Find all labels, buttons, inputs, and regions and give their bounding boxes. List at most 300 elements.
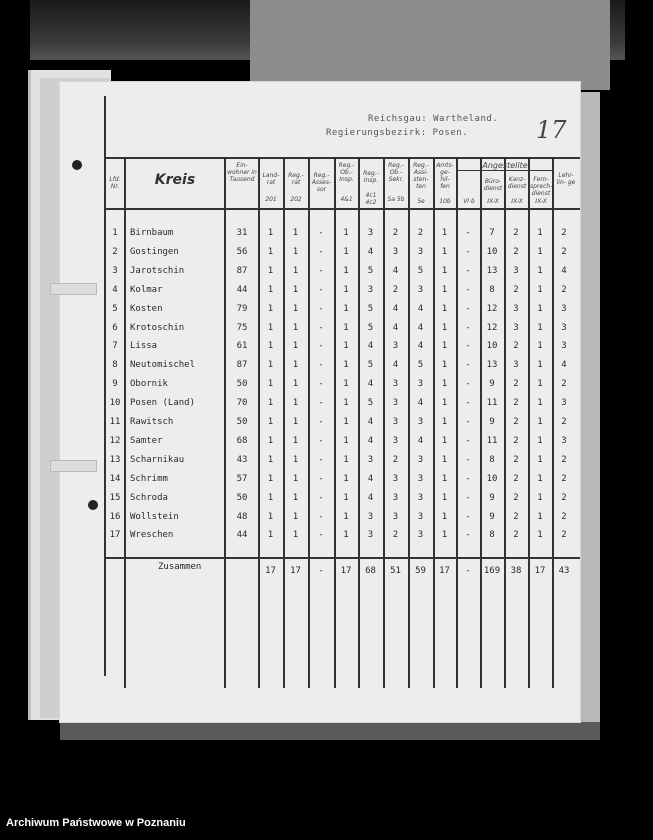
kreis-name-cell: Posen (Land) (130, 398, 196, 409)
table-cell: 9 (489, 417, 495, 427)
table-cell: 2 (392, 454, 399, 465)
table-cell: 5 (417, 360, 424, 371)
table-cell: 10 (109, 398, 121, 409)
kreis-name-cell: Kosten (130, 303, 163, 314)
table-cell: - (465, 379, 471, 390)
total-cell: - (318, 566, 324, 576)
header-reginsp-code: 4c1 4c2 (365, 192, 377, 206)
table-cell: 1 (537, 530, 543, 541)
table-cell: 3 (417, 417, 424, 427)
table-cell: 3 (513, 265, 519, 276)
punch-hole (72, 160, 82, 170)
table-cell: 87 (236, 360, 248, 371)
table-cell: 3 (561, 341, 567, 352)
table-cell: 44 (236, 530, 248, 541)
table-cell: 2 (513, 435, 519, 446)
table-cell: 2 (561, 530, 567, 541)
table-cell: 1 (537, 511, 543, 522)
table-cell: 3 (513, 303, 519, 314)
table-cell: 1 (267, 322, 274, 333)
table-cell: 1 (292, 417, 299, 427)
header-amtsgehilfen: Amts- ge- hil- fen (436, 162, 454, 190)
table-cell: 1 (292, 341, 299, 352)
header-landrat: Land- rat (262, 172, 280, 186)
header-kreis: Kreis (154, 172, 196, 188)
table-cell: 31 (236, 228, 248, 238)
table-cell: 1 (441, 265, 448, 276)
total-cell: 17 (340, 566, 352, 576)
table-cell: 1 (343, 303, 349, 314)
table-cell: 2 (561, 246, 567, 257)
table-cell: 1 (441, 228, 448, 238)
table-cell: - (465, 303, 471, 314)
table-cell: - (465, 322, 471, 333)
table-cell: 4 (367, 246, 374, 257)
table-cell: 2 (112, 246, 118, 257)
table-cell: 70 (236, 398, 248, 409)
table-cell: 15 (109, 492, 121, 503)
header-buerodienst: Büro- dienst (483, 178, 503, 192)
kreis-name-cell: Obornik (130, 379, 168, 390)
table-cell: 1 (267, 530, 274, 541)
table-cell: 2 (513, 473, 519, 484)
table-cell: 1 (537, 341, 543, 352)
table-cell: - (465, 341, 471, 352)
table-cell: 1 (537, 284, 543, 295)
header-reichsgau: Reichsgau: Wartheland. (368, 114, 499, 124)
table-cell: 1 (537, 417, 543, 427)
header-regrat: Reg.- rat (288, 172, 304, 186)
table-cell: 44 (236, 284, 248, 295)
table-cell: 2 (561, 284, 567, 295)
table-cell: 1 (267, 473, 274, 484)
table-cell: 1 (343, 228, 349, 238)
total-cell: 59 (415, 566, 426, 576)
table-cell: 2 (561, 511, 567, 522)
table-cell: 3 (367, 530, 374, 541)
table-cell: - (318, 303, 324, 314)
table-cell: 1 (537, 303, 543, 314)
header-regierungsbezirk: Regierungsbezirk: Posen. (326, 128, 469, 138)
table-cell: 2 (513, 530, 519, 541)
total-cell: 17 (290, 566, 301, 576)
table-cell: 3 (513, 360, 519, 371)
table-cell: 2 (392, 284, 399, 295)
table-cell: 4 (392, 322, 399, 333)
table-cell: 14 (109, 473, 121, 484)
header-regassessor: Reg.- Asses- sor (311, 172, 332, 193)
table-cell: 43 (236, 454, 248, 465)
table-cell: 1 (343, 322, 349, 333)
table-cell: - (318, 530, 324, 541)
table-cell: - (465, 417, 471, 427)
header-landrat-code: 201 (265, 196, 277, 203)
total-cell: 68 (365, 566, 376, 576)
table-cell: 3 (392, 379, 399, 390)
table-cell: - (465, 284, 471, 295)
table-cell: 4 (417, 341, 424, 352)
table-cell: - (465, 228, 471, 238)
header-kanzleidienst-grade: IX-X (511, 198, 523, 205)
table-cell: 8 (489, 530, 495, 541)
total-cell: 51 (390, 566, 401, 576)
table-cell: 1 (441, 379, 448, 390)
table-cell: 4 (392, 360, 399, 371)
table-cell: 1 (343, 454, 349, 465)
table-cell: - (318, 360, 324, 371)
table-cell: 1 (267, 341, 274, 352)
table-cell: 2 (392, 228, 399, 238)
table-cell: - (465, 454, 471, 465)
paper-tab (50, 283, 97, 295)
table-cell: 3 (561, 435, 567, 446)
kreis-name-cell: Rawitsch (130, 417, 174, 427)
table-cell: 68 (236, 435, 248, 446)
table-cell: - (465, 435, 471, 446)
table-cell: 1 (267, 511, 274, 522)
table-cell: 8 (489, 284, 495, 295)
table-cell: 3 (392, 417, 399, 427)
header-regassistent: Reg.- Assi- sten- ten (413, 162, 429, 190)
table-cell: 1 (343, 246, 349, 257)
table-cell: - (318, 379, 324, 390)
paper-tab (50, 460, 97, 472)
table-cell: 4 (417, 322, 424, 333)
table-cell: 11 (486, 435, 498, 446)
table-cell: 3 (417, 530, 424, 541)
table-cell: 1 (537, 398, 543, 409)
table-cell: 2 (513, 284, 519, 295)
table-cell: 1 (292, 398, 299, 409)
table-cell: 57 (236, 473, 248, 484)
grid-line (456, 170, 552, 171)
table-cell: 1 (441, 341, 448, 352)
table-cell: 3 (112, 265, 118, 276)
page-number: 17 (536, 116, 567, 144)
table-cell: - (318, 417, 324, 427)
table-cell: 2 (392, 530, 399, 541)
total-cell: - (465, 566, 471, 576)
table-cell: 4 (561, 265, 567, 276)
table-cell: 1 (441, 284, 448, 295)
table-cell: 50 (236, 379, 248, 390)
kreis-name-cell: Samter (130, 435, 163, 446)
table-cell: 2 (561, 417, 567, 427)
table-cell: 4 (367, 379, 374, 390)
table-cell: 2 (513, 454, 519, 465)
page-bottom-shadow (60, 722, 600, 740)
table-cell: 1 (441, 454, 448, 465)
table-cell: 3 (392, 473, 399, 484)
header-fernsprechdienst-grade: IX-X (535, 198, 547, 205)
table-cell: 12 (109, 435, 121, 446)
table-cell: 1 (343, 435, 349, 446)
total-cell: 17 (534, 566, 546, 576)
table-cell: 1 (343, 492, 349, 503)
header-regoberinsp-code: 4&1 (340, 196, 353, 203)
table-cell: 1 (292, 473, 299, 484)
kreis-name-cell: Schrimm (130, 473, 168, 484)
table-cell: 1 (537, 454, 543, 465)
table-cell: 2 (513, 398, 519, 409)
table-cell: 9 (112, 379, 118, 390)
total-cell: 17 (265, 566, 276, 576)
table-cell: 1 (441, 511, 448, 522)
table-cell: 4 (367, 492, 374, 503)
table-cell: - (465, 473, 471, 484)
table-cell: 2 (513, 341, 519, 352)
table-cell: 13 (486, 265, 498, 276)
punch-hole (88, 500, 98, 510)
table-cell: 1 (267, 265, 274, 276)
table-cell: 12 (486, 303, 498, 314)
table-cell: 5 (367, 360, 374, 371)
table-cell: 9 (489, 511, 495, 522)
background-board (250, 0, 610, 90)
table-cell: 5 (112, 303, 118, 314)
kreis-name-cell: Krotoschin (130, 322, 185, 333)
table-cell: 1 (537, 473, 543, 484)
table-cell: 1 (441, 246, 448, 257)
table-cell: 5 (367, 303, 374, 314)
table-cell: - (318, 265, 324, 276)
table-cell: - (318, 473, 324, 484)
table-cell: 1 (292, 492, 299, 503)
table-cell: 6 (112, 322, 118, 333)
table-cell: 1 (441, 322, 448, 333)
table-cell: 4 (392, 303, 399, 314)
table-cell: 61 (236, 341, 248, 352)
table-cell: 7 (112, 341, 118, 352)
table-cell: 87 (236, 265, 248, 276)
table-cell: 4 (367, 341, 374, 352)
table-cell: 2 (513, 492, 519, 503)
table-cell: 7 (489, 228, 495, 238)
table-cell: 2 (561, 492, 567, 503)
table-cell: 1 (537, 492, 543, 503)
table-cell: - (465, 246, 471, 257)
table-cell: 1 (343, 398, 349, 409)
table-cell: 4 (417, 398, 424, 409)
table-cell: 50 (236, 417, 248, 427)
table-cell: 2 (513, 246, 519, 257)
table-cell: 3 (561, 303, 567, 314)
table-cell: 48 (236, 511, 248, 522)
table-cell: 2 (561, 228, 567, 238)
table-cell: 3 (392, 398, 399, 409)
table-cell: 4 (417, 303, 424, 314)
table-cell: - (318, 398, 324, 409)
header-angestellte-vib: VI b (463, 198, 475, 205)
table-cell: 1 (537, 379, 543, 390)
kreis-name-cell: Birnbaum (130, 228, 174, 238)
table-cell: 1 (267, 379, 274, 390)
table-cell: 1 (441, 398, 448, 409)
table-cell: - (318, 511, 324, 522)
table-cell: 10 (486, 246, 498, 257)
table-cell: - (465, 492, 471, 503)
header-einwohner: Ein- wohner in Tausend (227, 162, 257, 183)
header-regobsekr-code: 5a 5b (387, 196, 405, 203)
header-amtsgehilfen-code: 10b (439, 198, 451, 205)
table-cell: 1 (537, 265, 543, 276)
kreis-name-cell: Schroda (130, 492, 168, 503)
table-cell: 3 (392, 435, 399, 446)
table-cell: 1 (292, 322, 299, 333)
table-cell: 4 (112, 284, 118, 295)
table-cell: 1 (537, 360, 543, 371)
table-cell: 4 (561, 360, 567, 371)
table-cell: 10 (486, 473, 498, 484)
table-cell: - (465, 360, 471, 371)
grid-line (124, 158, 126, 688)
table-cell: 1 (441, 303, 448, 314)
page-edge (578, 92, 600, 732)
table-cell: - (318, 341, 324, 352)
table-cell: 1 (537, 322, 543, 333)
table-cell: 13 (486, 360, 498, 371)
table-cell: - (465, 511, 471, 522)
table-cell: 2 (513, 379, 519, 390)
total-cell: 169 (483, 566, 501, 576)
table-cell: 3 (417, 379, 424, 390)
table-cell: - (318, 435, 324, 446)
table-cell: 10 (486, 341, 498, 352)
table-cell: 1 (292, 265, 299, 276)
table-cell: 5 (367, 322, 374, 333)
table-cell: 1 (343, 473, 349, 484)
table-cell: 2 (513, 511, 519, 522)
table-cell: 13 (109, 454, 121, 465)
table-cell: 1 (537, 246, 543, 257)
table-cell: 2 (561, 473, 567, 484)
table-cell: 1 (292, 360, 299, 371)
table-cell: 1 (343, 511, 349, 522)
table-cell: 3 (392, 246, 399, 257)
table-cell: - (318, 246, 324, 257)
table-cell: 1 (537, 435, 543, 446)
table-cell: 1 (267, 228, 274, 238)
table-cell: 1 (267, 492, 274, 503)
table-cell: - (465, 398, 471, 409)
table-cell: 16 (109, 511, 121, 522)
table-cell: - (318, 284, 324, 295)
table-cell: 1 (292, 228, 299, 238)
grid-line (104, 557, 580, 559)
table-cell: 50 (236, 492, 248, 503)
table-cell: 1 (267, 398, 274, 409)
table-cell: 8 (489, 454, 495, 465)
header-regrat-code: 202 (290, 196, 302, 203)
table-cell: 3 (367, 511, 374, 522)
table-cell: 12 (486, 322, 498, 333)
table-cell: 1 (441, 492, 448, 503)
table-cell: 1 (292, 379, 299, 390)
table-cell: 3 (392, 341, 399, 352)
header-kanzleidienst: Kanz- dienst (507, 176, 527, 190)
table-cell: 1 (267, 246, 274, 257)
table-cell: 1 (292, 454, 299, 465)
table-cell: - (318, 228, 324, 238)
table-cell: 3 (417, 473, 424, 484)
table-cell: 4 (392, 265, 399, 276)
table-cell: 1 (267, 303, 274, 314)
table-cell: 11 (486, 398, 498, 409)
kreis-name-cell: Scharnikau (130, 454, 185, 465)
table-cell: 1 (292, 511, 299, 522)
table-cell: 3 (417, 511, 424, 522)
kreis-name-cell: Wollstein (130, 511, 179, 522)
table-cell: 79 (236, 303, 248, 314)
totals-label: Zusammen (158, 562, 202, 572)
table-cell: 1 (343, 265, 349, 276)
table-cell: 3 (561, 322, 567, 333)
table-cell: - (465, 265, 471, 276)
table-cell: 3 (392, 492, 399, 503)
table-cell: 2 (561, 454, 567, 465)
kreis-name-cell: Wreschen (130, 530, 174, 541)
table-cell: 1 (343, 360, 349, 371)
table-cell: 9 (489, 379, 495, 390)
table-cell: 3 (367, 228, 374, 238)
table-cell: 2 (513, 417, 519, 427)
table-cell: 9 (489, 492, 495, 503)
table-cell: 11 (109, 417, 121, 427)
table-cell: 3 (513, 322, 519, 333)
kreis-name-cell: Lissa (130, 341, 158, 352)
kreis-name-cell: Gostingen (130, 246, 179, 257)
table-cell: 1 (292, 246, 299, 257)
table-cell: 3 (392, 511, 399, 522)
kreis-name-cell: Jarotschin (130, 265, 185, 276)
table-cell: 56 (236, 246, 248, 257)
table-cell: - (318, 492, 324, 503)
table-cell: 1 (343, 530, 349, 541)
table-cell: 1 (537, 228, 543, 238)
table-cell: - (318, 322, 324, 333)
total-cell: 17 (439, 566, 450, 576)
header-regobsekr: Reg.- Ob.- Sekr. (388, 162, 404, 183)
table-cell: 1 (343, 379, 349, 390)
table-cell: 1 (343, 284, 349, 295)
table-cell: - (318, 454, 324, 465)
table-cell: 3 (417, 492, 424, 503)
table-cell: 1 (441, 417, 448, 427)
table-cell: 1 (267, 454, 274, 465)
table-cell: 1 (267, 360, 274, 371)
grid-line (104, 157, 580, 159)
table-cell: 1 (267, 417, 274, 427)
table-cell: 8 (112, 360, 118, 371)
table-cell: 5 (367, 398, 374, 409)
header-lehrlinge: Lehr- lin- ge (556, 172, 576, 186)
kreis-name-cell: Neutomischel (130, 360, 196, 371)
table-cell: 1 (267, 284, 274, 295)
total-cell: 38 (510, 566, 522, 576)
kreis-name-cell: Kolmar (130, 284, 163, 295)
table-cell: 4 (367, 435, 374, 446)
table-cell: 1 (441, 360, 448, 371)
table-cell: 1 (112, 228, 118, 238)
table-cell: 1 (292, 530, 299, 541)
table-cell: 1 (441, 473, 448, 484)
table-cell: 5 (367, 265, 374, 276)
table-cell: 3 (561, 398, 567, 409)
header-buerodienst-grade: IX-X (487, 198, 499, 205)
table-cell: 2 (561, 379, 567, 390)
table-cell: 17 (109, 530, 121, 541)
header-fernsprechdienst: Fern- sprech- dienst (530, 176, 553, 197)
